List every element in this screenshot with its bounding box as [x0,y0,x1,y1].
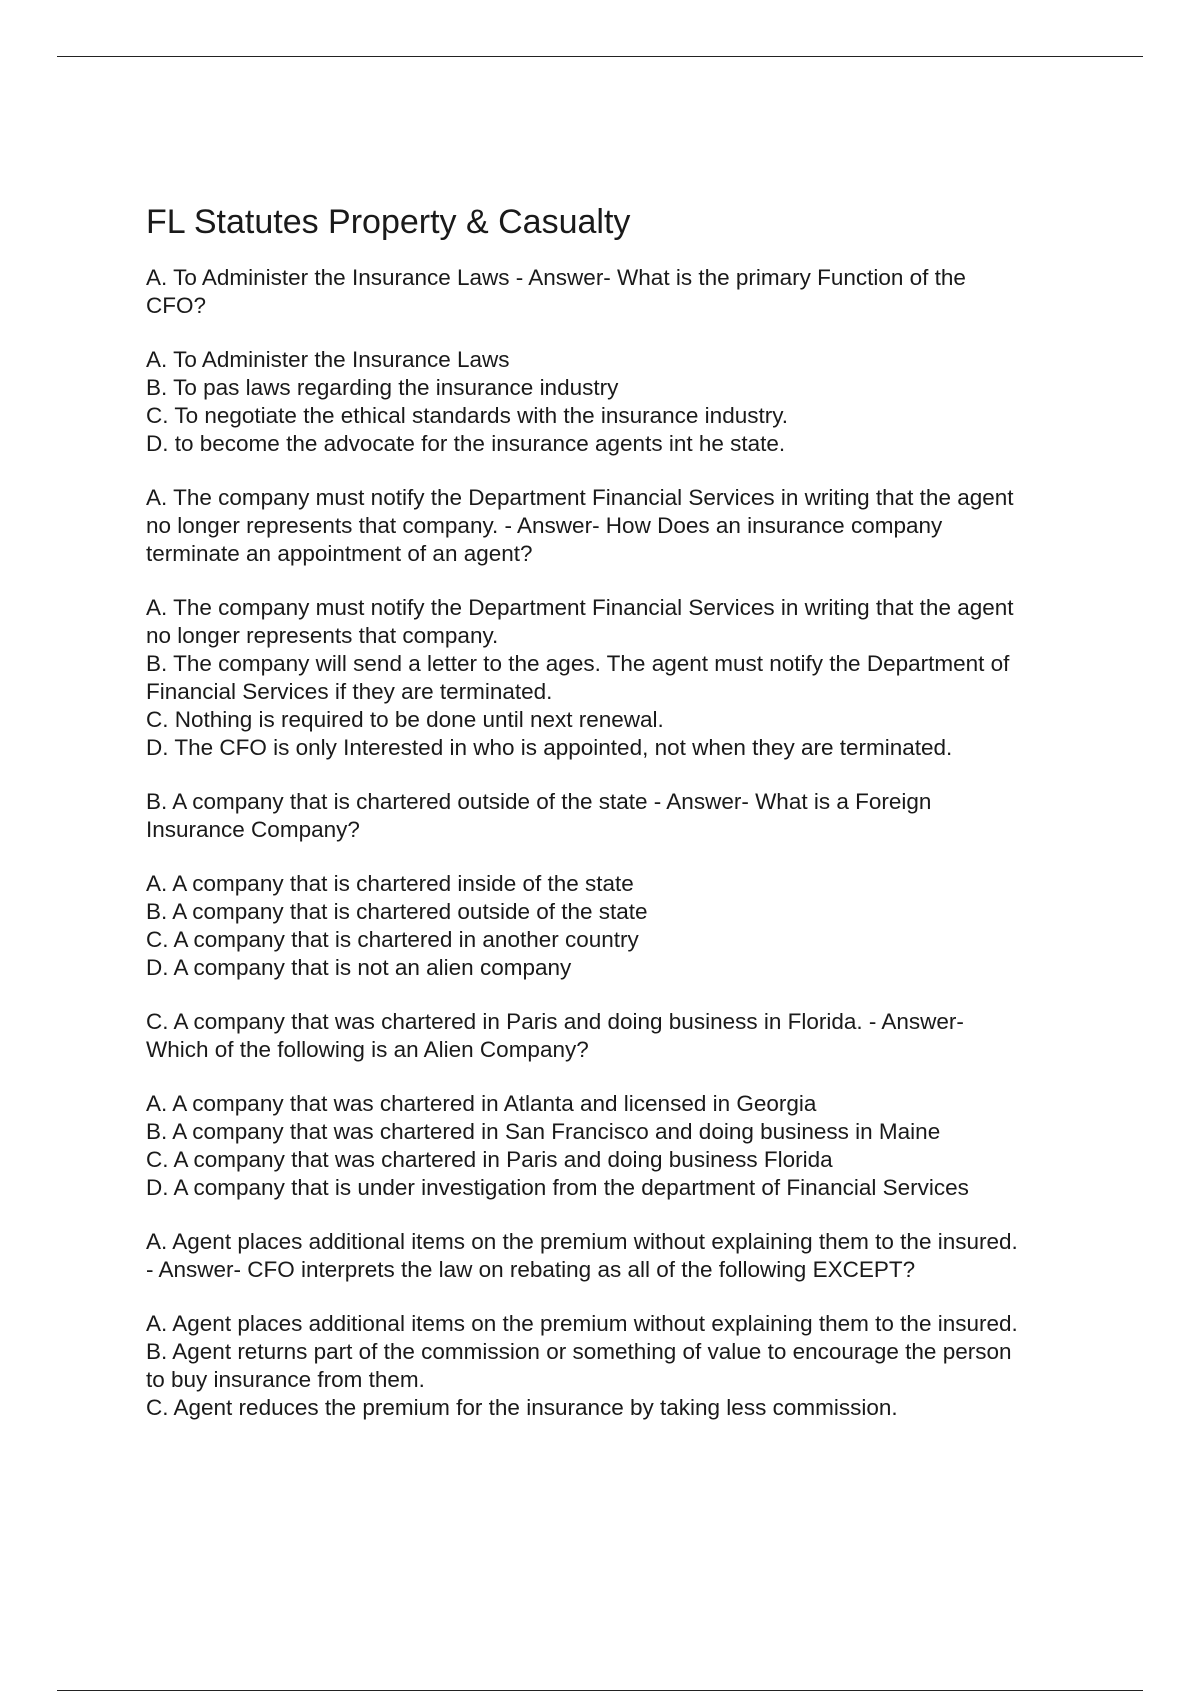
text-line: CFO? [146,293,207,318]
text-block [146,1008,1096,1064]
text-line: A. To Administer the Insurance Laws - Answer- What is the primary Function of the [146,265,966,290]
text-block [146,870,1096,982]
text-line: A. Agent places additional items on the premium without explaining them to the insured. [146,1229,1018,1254]
text-line: A. Agent places additional items on the premium without explaining them to the insured. [146,1311,1018,1336]
text-block [146,1228,1096,1284]
text-line: A. To Administer the Insurance Laws [146,347,510,372]
text-line: A. The company must notify the Department Financial Services in writing that the agent [146,595,1014,620]
page-title: FL Statutes Property & Casualty [146,203,631,241]
text-line: Insurance Company? [146,817,360,842]
document-body [146,200,1096,1448]
text-line: B. A company that is chartered outside of the state [146,899,648,924]
text-line: C. A company that was chartered in Paris and doing business in Florida. - Answer- [146,1009,964,1034]
question-blocks [146,264,1096,1422]
text-line: C. Nothing is required to be done until next renewal. [146,707,664,732]
text-line: Financial Services if they are terminated. [146,679,553,704]
text-line: B. A company that is chartered outside of the state - Answer- What is a Foreign [146,789,932,814]
text-line: D. The CFO is only Interested in who is appointed, not when they are terminated. [146,735,953,760]
text-line: B. Agent returns part of the commission or something of value to encourage the person [146,1339,1012,1364]
text-line: A. A company that is chartered inside of the state [146,871,634,896]
text-line: A. A company that was chartered in Atlanta and licensed in Georgia [146,1091,817,1116]
text-line: C. To negotiate the ethical standards with the insurance industry. [146,403,789,428]
text-line: no longer represents that company. [146,623,499,648]
text-line: D. A company that is under investigation from the department of Financial Services [146,1175,969,1200]
text-line: Which of the following is an Alien Company? [146,1037,589,1062]
text-line: A. The company must notify the Department Financial Services in writing that the agent [146,485,1014,510]
text-block [146,1090,1096,1202]
top-divider [57,56,1143,57]
text-block [146,1310,1096,1422]
text-line: B. A company that was chartered in San Francisco and doing business in Maine [146,1119,941,1144]
text-line: D. to become the advocate for the insurance agents int he state. [146,431,786,456]
text-line: C. A company that is chartered in another country [146,927,639,952]
text-line: B. To pas laws regarding the insurance industry [146,375,619,400]
text-line: terminate an appointment of an agent? [146,541,533,566]
text-block [146,484,1096,568]
text-line: - Answer- CFO interprets the law on rebating as all of the following EXCEPT? [146,1257,916,1282]
bottom-divider [57,1690,1143,1691]
text-block [146,264,1096,320]
text-block [146,594,1096,762]
text-line: no longer represents that company. - Answer- How Does an insurance company [146,513,943,538]
text-line: B. The company will send a letter to the ages. The agent must notify the Department of [146,651,1010,676]
text-block [146,346,1096,458]
text-line: to buy insurance from them. [146,1367,425,1392]
text-line: C. Agent reduces the premium for the insurance by taking less commission. [146,1395,898,1420]
text-line: C. A company that was chartered in Paris and doing business Florida [146,1147,833,1172]
text-block [146,788,1096,844]
text-line: D. A company that is not an alien company [146,955,572,980]
